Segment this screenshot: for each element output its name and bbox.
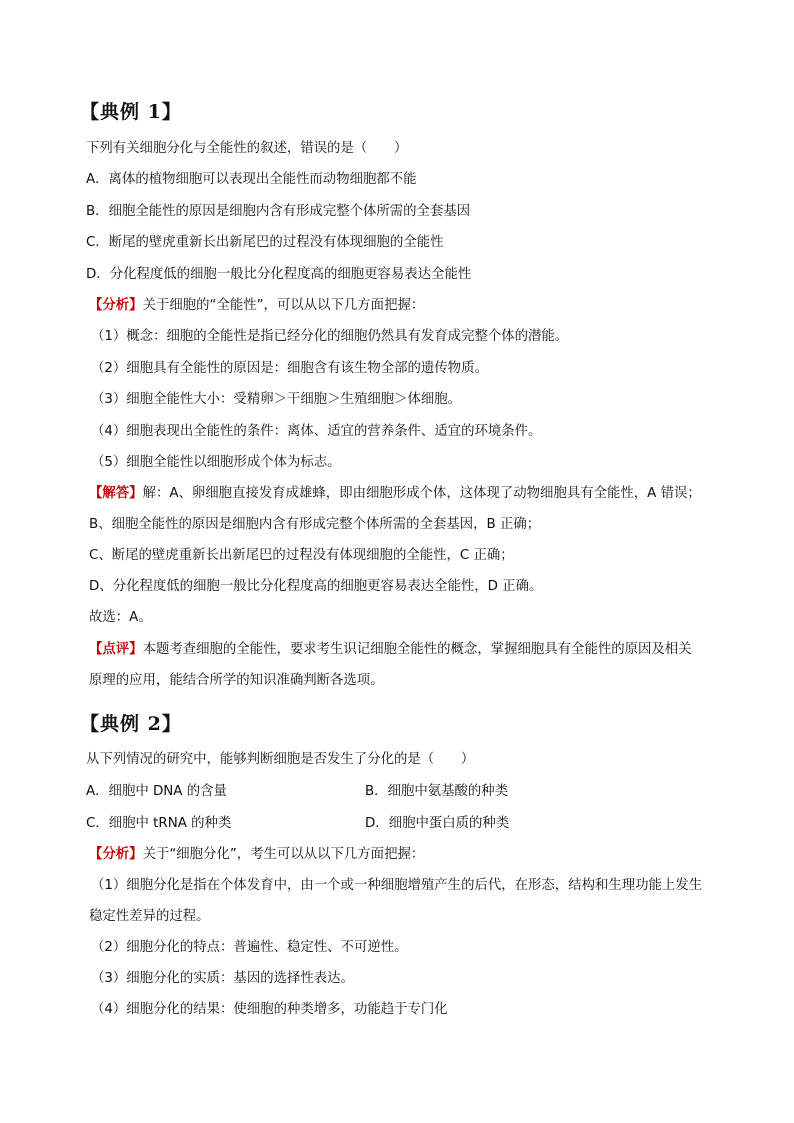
- analysis-intro: 关于“细胞分化”，考生可以从以下几方面把握：: [142, 847, 425, 862]
- analysis-point-5: （5）细胞全能性以细胞形成个体为标志。: [91, 455, 341, 470]
- answer-line-1: 解：A、卵细胞直接发育成雄蜂，即由细胞形成个体，这体现了动物细胞具有全能性，A 错误；: [142, 486, 701, 501]
- example-1-analysis: [89, 297, 424, 315]
- example-1-question: 下列有关细胞分化与全能性的叙述，错误的是（ ）: [86, 141, 408, 156]
- analysis-line-5: （4）细胞分化的结果：使细胞的种类增多，功能趋于专门化: [91, 1002, 448, 1017]
- example-1-heading: 【典例 1】: [80, 101, 182, 123]
- answer-line-3: C、断尾的壁虎重新长出新尾巴的过程没有体现细胞的全能性，C 正确；: [89, 548, 514, 563]
- analysis-point-3: （3）细胞全能性大小：受精卵＞干细胞＞生殖细胞＞体细胞。: [91, 392, 462, 407]
- analysis-tag: 【分析】: [89, 298, 143, 313]
- answer-line-2: B、细胞全能性的原因是细胞内含有形成完整个体所需的全套基因，B 正确；: [89, 517, 541, 532]
- analysis-line-4: （3）细胞分化的实质：基因的选择性表达。: [91, 971, 354, 986]
- example-1-option-d: D．分化程度低的细胞一般比分化程度高的细胞更容易表达全能性: [86, 267, 472, 282]
- example-2-option-c: C．细胞中 tRNA 的种类: [86, 816, 232, 831]
- analysis-line-3: （2）细胞分化的特点：普遍性、稳定性、不可逆性。: [91, 940, 408, 955]
- example-2-option-a: A．细胞中 DNA 的含量: [86, 784, 227, 799]
- example-2-option-b: B．细胞中氨基酸的种类: [365, 784, 509, 799]
- answer-tag: 【解答】: [89, 486, 143, 501]
- analysis-line-1: （1）细胞分化是指在个体发育中，由一个或一种细胞增殖产生的后代，在形态，结构和生理功能上发生: [91, 878, 703, 893]
- analysis-tag: 【分析】: [89, 847, 143, 862]
- example-1-answer: [89, 485, 701, 503]
- analysis-point-1: （1）概念：细胞的全能性是指已经分化的细胞仍然具有发育成完整个体的潜能。: [91, 329, 569, 344]
- answer-choice: 故选：A。: [89, 610, 152, 625]
- answer-line-4: D、分化程度低的细胞一般比分化程度高的细胞更容易表达全能性，D 正确。: [89, 579, 543, 594]
- example-2-heading: 【典例 2】: [80, 713, 182, 735]
- example-1-option-c: C．断尾的壁虎重新长出新尾巴的过程没有体现细胞的全能性: [86, 235, 444, 250]
- example-2-option-d: D．细胞中蛋白质的种类: [365, 816, 510, 831]
- example-1-option-b: B．细胞全能性的原因是细胞内含有形成完整个体所需的全套基因: [86, 204, 471, 219]
- analysis-point-2: （2）细胞具有全能性的原因是：细胞含有该生物全部的遗传物质。: [91, 361, 488, 376]
- comment-line-2: 原理的应用，能结合所学的知识准确判断各选项。: [89, 673, 384, 688]
- comment-line-1: 本题考查细胞的全能性，要求考生识记细胞全能性的概念，掌握细胞具有全能性的原因及相关: [142, 642, 692, 657]
- example-2-analysis: [89, 846, 424, 864]
- analysis-point-4: （4）细胞表现出全能性的条件：离体、适宜的营养条件、适宜的环境条件。: [91, 424, 542, 439]
- comment-tag: 【点评】: [89, 642, 143, 657]
- example-1-comment: [89, 641, 692, 659]
- analysis-intro: 关于细胞的“全能性”，可以从以下几方面把握：: [142, 298, 425, 313]
- example-2-question: 从下列情况的研究中，能够判断细胞是否发生了分化的是（ ）: [86, 752, 475, 767]
- example-1-option-a: A．离体的植物细胞可以表现出全能性而动物细胞都不能: [86, 172, 417, 187]
- analysis-line-2: 稳定性差异的过程。: [89, 909, 210, 924]
